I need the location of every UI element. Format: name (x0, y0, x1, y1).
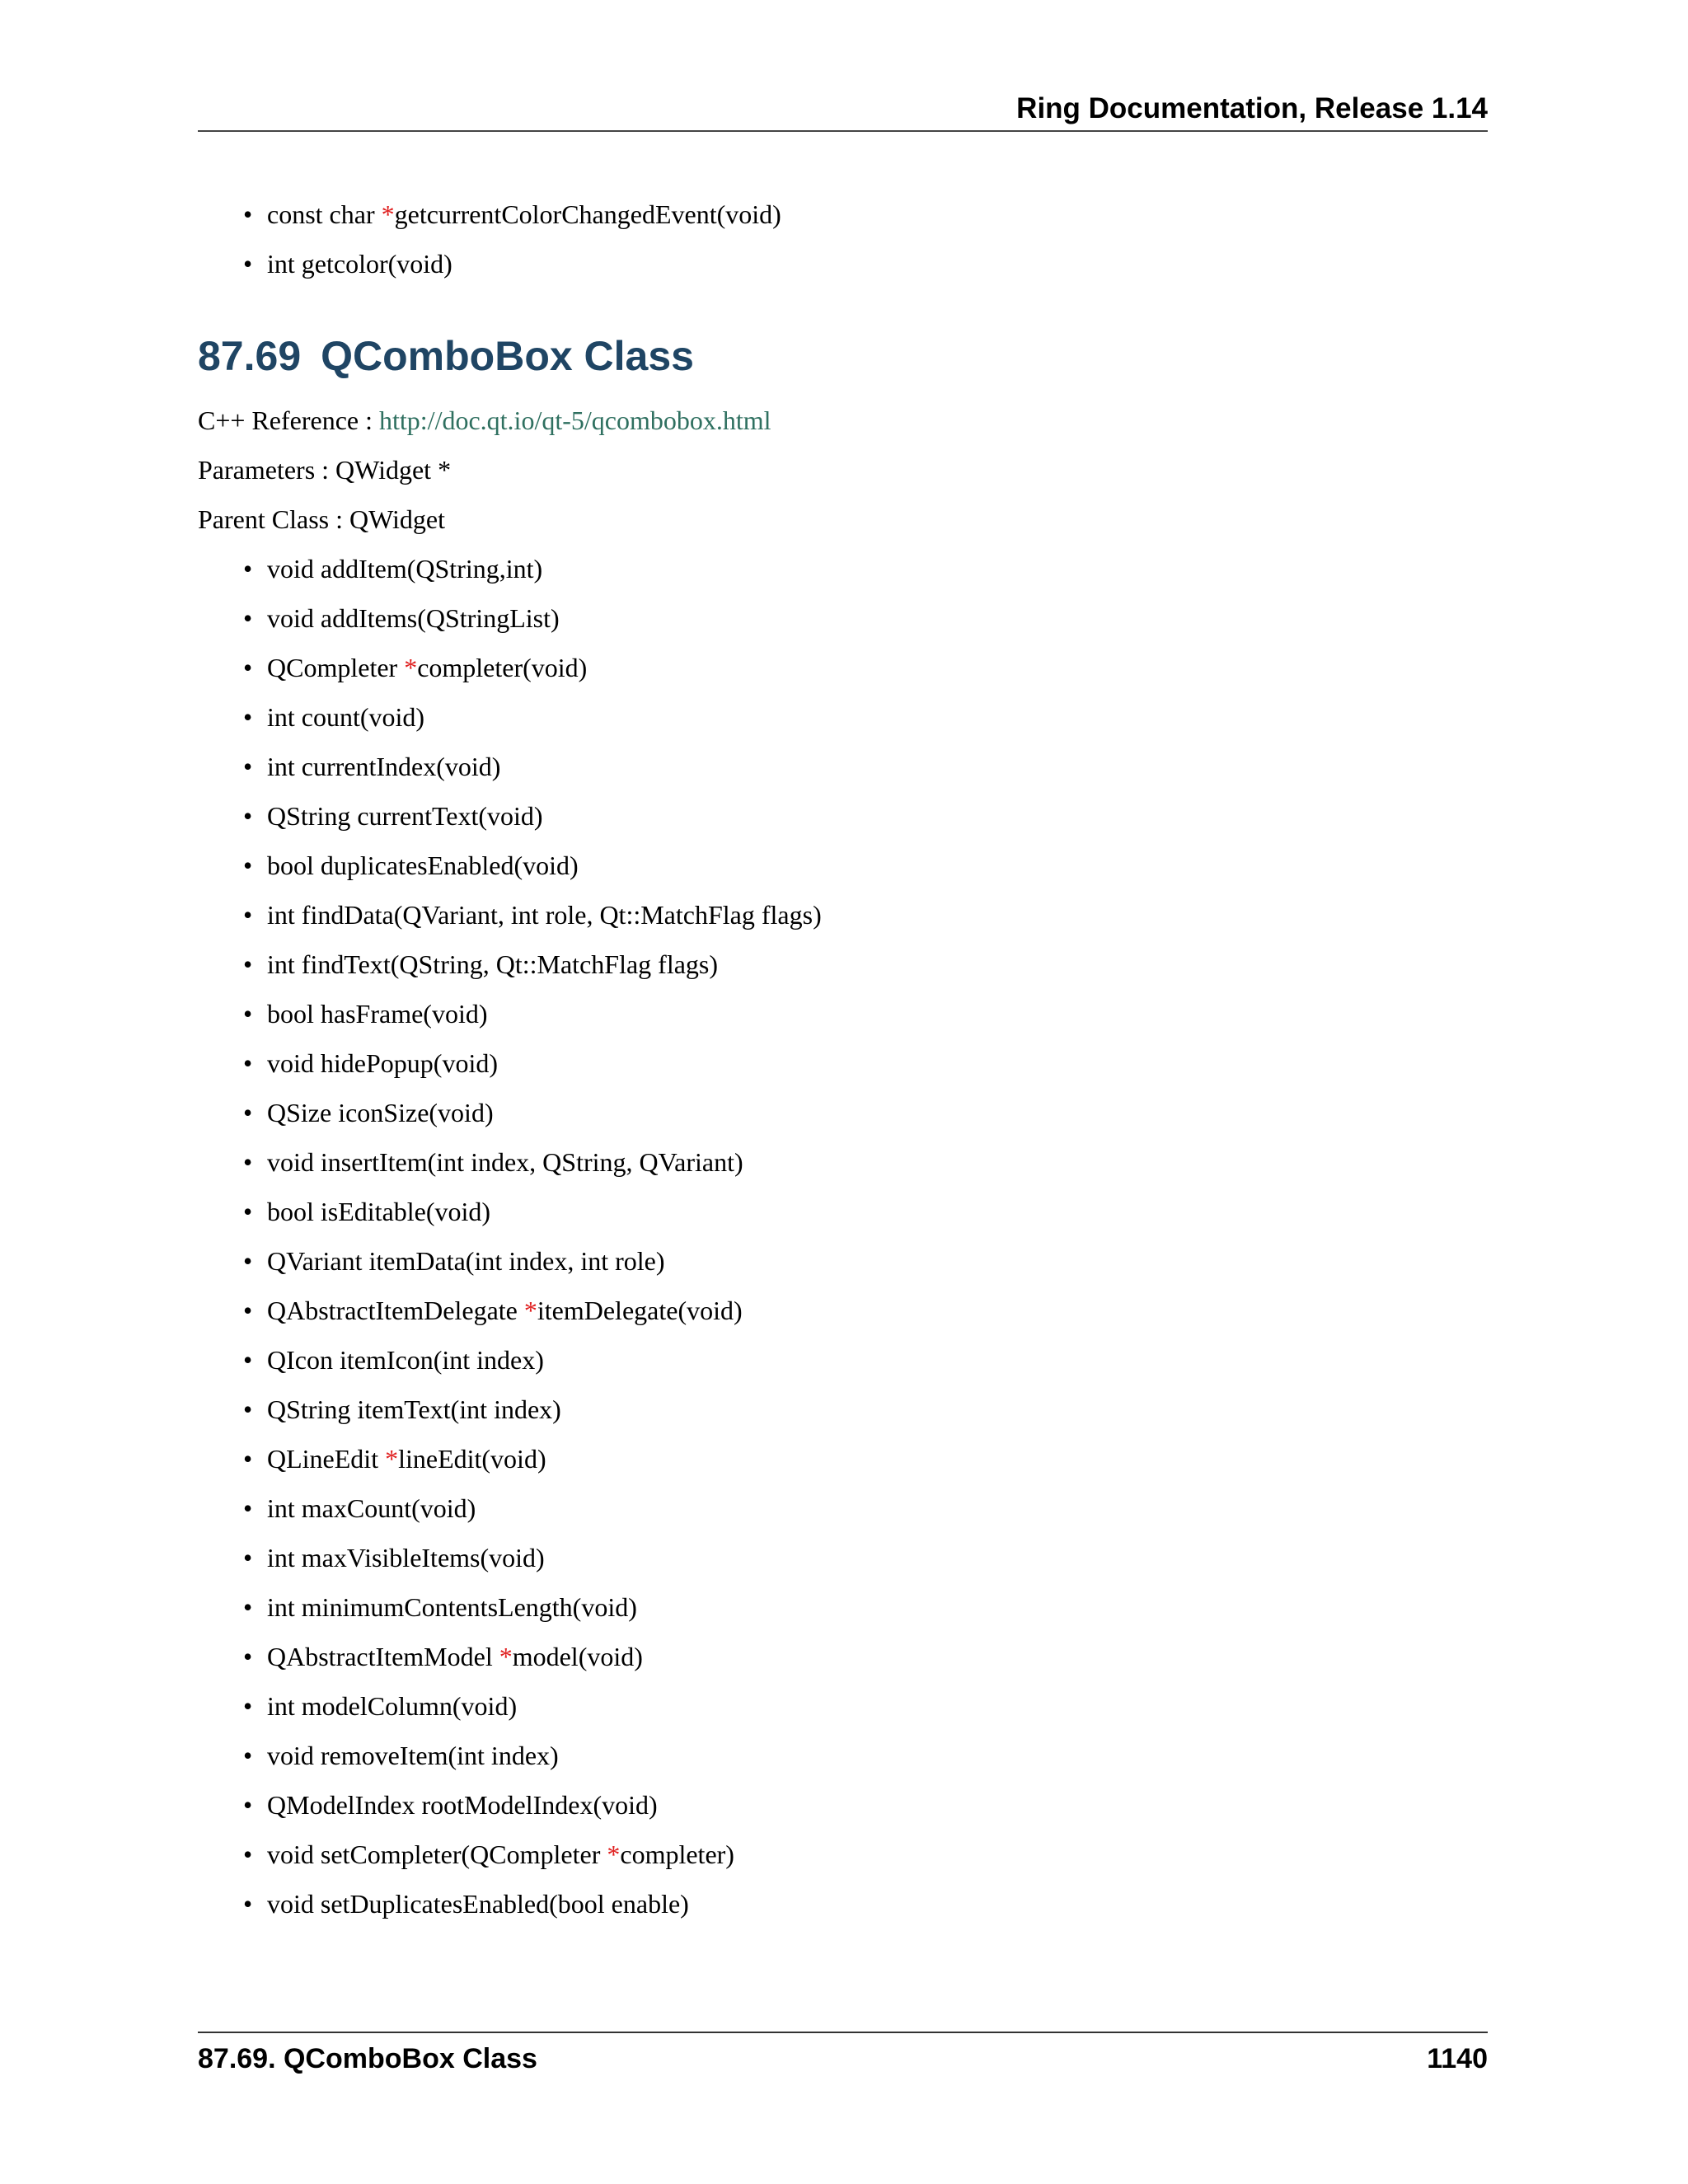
page-content (198, 190, 1488, 1929)
cpp-reference (198, 396, 1488, 445)
parameters: Parameters : QWidget * (198, 455, 452, 485)
list-item (198, 1780, 1488, 1830)
list-item (198, 1681, 1488, 1731)
method-text: bool duplicatesEnabled(void) (267, 851, 579, 880)
method-text-rest: model(void) (512, 1642, 643, 1671)
method-text-rest: lineEdit(void) (398, 1444, 546, 1474)
list-item (198, 1335, 1488, 1385)
section-heading (198, 321, 1488, 396)
method-text: int maxVisibleItems(void) (267, 1543, 545, 1572)
list-item (198, 1533, 1488, 1582)
list-item (198, 841, 1488, 890)
method-text-rest: itemDelegate(void) (537, 1296, 743, 1325)
method-text: void insertItem(int index, QString, QVariant) (267, 1147, 743, 1177)
parent-class: Parent Class : QWidget (198, 504, 445, 534)
footer-section: 87.69. QComboBox Class (198, 2043, 537, 2074)
list-item (198, 1236, 1488, 1286)
method-text: QModelIndex rootModelIndex(void) (267, 1790, 658, 1820)
list-item (198, 190, 1488, 239)
pointer-asterisk: * (607, 1840, 621, 1869)
pointer-asterisk: * (381, 199, 395, 229)
page-number: 1140 (1427, 2043, 1488, 2074)
list-item (198, 692, 1488, 742)
method-text: void hidePopup(void) (267, 1048, 498, 1078)
page-header (198, 89, 1488, 132)
page-footer (198, 2032, 1488, 2083)
method-text: QIcon itemIcon(int index) (267, 1345, 544, 1375)
list-item (198, 1038, 1488, 1088)
list-item (198, 791, 1488, 841)
list-item (198, 1632, 1488, 1681)
previous-section-method-list (198, 190, 1488, 288)
list-item (198, 1434, 1488, 1483)
method-text: void addItems(QStringList) (267, 603, 560, 633)
method-text: QAbstractItemDelegate (267, 1296, 524, 1325)
method-text: void setDuplicatesEnabled(bool enable) (267, 1889, 689, 1919)
method-text-rest: completer) (620, 1840, 734, 1869)
list-item (198, 1830, 1488, 1879)
method-text: QVariant itemData(int index, int role) (267, 1246, 665, 1276)
cpp-reference-link[interactable]: http://doc.qt.io/qt-5/qcombobox.html (379, 405, 771, 435)
list-item (198, 1582, 1488, 1632)
method-list (198, 544, 1488, 1929)
list-item (198, 1385, 1488, 1434)
method-text: bool hasFrame(void) (267, 999, 488, 1029)
list-item (198, 1187, 1488, 1236)
list-item (198, 1137, 1488, 1187)
list-item (198, 643, 1488, 692)
method-text: int findData(QVariant, int role, Qt::MatchFlag flags) (267, 900, 822, 930)
section-number: 87.69 (198, 333, 302, 379)
list-item (198, 544, 1488, 593)
document-title: Ring Documentation, Release 1.14 (1016, 92, 1488, 124)
list-item (198, 1879, 1488, 1929)
list-item (198, 593, 1488, 643)
method-text: QCompleter (267, 653, 405, 682)
pointer-asterisk: * (499, 1642, 513, 1671)
method-text: QAbstractItemModel (267, 1642, 499, 1671)
method-text: int getcolor(void) (267, 249, 452, 279)
list-item (198, 742, 1488, 791)
list-item (198, 989, 1488, 1038)
method-text: void setCompleter(QCompleter (267, 1840, 607, 1869)
section-title: QComboBox Class (321, 333, 694, 379)
list-item (198, 890, 1488, 940)
method-text: void addItem(QString,int) (267, 554, 543, 583)
method-text: int count(void) (267, 702, 425, 732)
method-text: const char (267, 199, 382, 229)
method-text: QLineEdit (267, 1444, 386, 1474)
list-item (198, 1286, 1488, 1335)
pointer-asterisk: * (385, 1444, 399, 1474)
method-text: void removeItem(int index) (267, 1741, 559, 1770)
method-text: int currentIndex(void) (267, 752, 501, 781)
list-item (198, 940, 1488, 989)
method-text-rest: getcurrentColorChangedEvent(void) (394, 199, 781, 229)
list-item (198, 239, 1488, 288)
method-text: QSize iconSize(void) (267, 1098, 494, 1127)
list-item (198, 1731, 1488, 1780)
method-text: int modelColumn(void) (267, 1691, 518, 1721)
method-text: bool isEditable(void) (267, 1197, 491, 1226)
method-text: int findText(QString, Qt::MatchFlag flags) (267, 949, 719, 979)
method-text: QString itemText(int index) (267, 1394, 561, 1424)
method-text: int minimumContentsLength(void) (267, 1592, 637, 1622)
method-text: int maxCount(void) (267, 1493, 476, 1523)
method-text-rest: completer(void) (417, 653, 588, 682)
method-text: QString currentText(void) (267, 801, 543, 831)
pointer-asterisk: * (404, 653, 418, 682)
pointer-asterisk: * (523, 1296, 537, 1325)
cpp-reference-label: C++ Reference : (198, 405, 379, 435)
list-item (198, 1483, 1488, 1533)
list-item (198, 1088, 1488, 1137)
